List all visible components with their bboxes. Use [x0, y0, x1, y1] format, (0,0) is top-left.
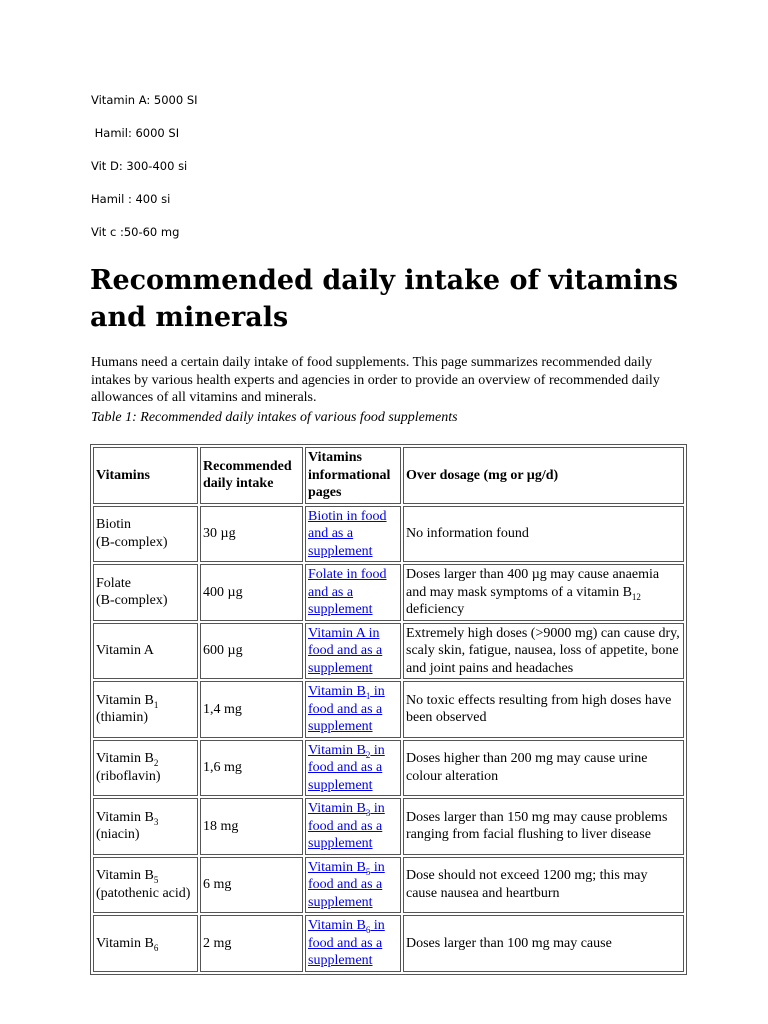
vitamin-note: (patothenic acid)	[96, 885, 191, 901]
vitamin-subscript: 5	[153, 875, 159, 886]
info-cell	[305, 564, 401, 621]
intake-cell: 2 mg	[200, 915, 303, 972]
overdose-cell: Doses larger than 150 mg may cause problems ranging from facial flushing to liver disease	[403, 798, 684, 855]
overdose-text-tail: deficiency	[406, 602, 465, 617]
vitamin-subscript: 2	[153, 758, 159, 769]
intake-cell: 400 µg	[200, 564, 303, 621]
vitamin-name: Vitamin B	[96, 692, 154, 708]
vitamin-info-link[interactable]: Folate in food and as a supplement	[308, 567, 387, 617]
info-cell	[305, 681, 401, 738]
vitamin-cell	[93, 915, 198, 972]
vitamin-note: (niacin)	[96, 827, 140, 843]
vitamin-note: (thiamin)	[96, 710, 149, 726]
intake-cell: 30 µg	[200, 506, 303, 563]
column-header: Vitamins	[93, 447, 198, 504]
info-cell	[305, 915, 401, 972]
table-row	[93, 506, 684, 563]
info-cell	[305, 857, 401, 914]
table-viewport	[90, 444, 687, 968]
info-cell	[305, 798, 401, 855]
table-row	[93, 798, 684, 855]
vitamin-note: (riboflavin)	[96, 768, 161, 784]
vitamin-info-link[interactable]	[308, 801, 385, 851]
table-caption: Table 1: Recommended daily intakes of various food supplements	[91, 410, 458, 425]
vitamin-name: Folate	[96, 575, 131, 591]
table-row	[93, 681, 684, 738]
note-line: Vit D: 300-400 si	[91, 159, 188, 173]
dosage-notes	[91, 92, 198, 257]
link-text-tail: in food and as a supplement	[308, 801, 385, 851]
column-header: Over dosage (mg or µg/d)	[403, 447, 684, 504]
note-line: Hamil: 6000 SI	[91, 126, 180, 140]
link-text: Vitamin B	[308, 859, 366, 875]
column-header: Vitamins informational pages	[305, 447, 401, 504]
note-line: Hamil : 400 si	[91, 192, 171, 206]
note-line: Vitamin A: 5000 SI	[91, 93, 198, 107]
intro-paragraph: Humans need a certain daily intake of food supplements. This page summarizes recommended daily intakes by various health experts and agencies in order to provide an overview of recommended daily allowances of all vitamins and minerals.	[91, 355, 660, 405]
vitamin-info-link[interactable]	[308, 684, 385, 734]
info-cell	[305, 740, 401, 797]
overdose-cell: Dose should not exceed 1200 mg; this may cause nausea and heartburn	[403, 857, 684, 914]
table-row	[93, 564, 684, 621]
vitamin-cell	[93, 857, 198, 914]
link-subscript: 5	[365, 866, 371, 877]
link-text: Vitamin B	[308, 918, 366, 933]
intake-cell: 1,6 mg	[200, 740, 303, 797]
link-text-tail: in food and as a supplement	[308, 742, 385, 793]
vitamin-name: Biotin	[96, 517, 132, 533]
vitamin-info-link[interactable]: Vitamin A in food and as a supplement	[308, 625, 383, 676]
vitamin-name: Vitamin B	[96, 935, 154, 951]
note-line: Vit c :50-60 mg	[91, 225, 180, 239]
vitamin-subscript: 1	[153, 699, 159, 710]
overdose-cell: No toxic effects resulting from high doses have been observed	[403, 681, 684, 738]
overdose-cell: No information found	[403, 506, 684, 563]
vitamin-cell	[93, 623, 198, 680]
overdose-cell: Doses larger than 100 mg may cause	[403, 915, 684, 972]
vitamin-name: Vitamin A	[96, 643, 154, 658]
link-text: Vitamin B	[308, 742, 366, 758]
vitamin-cell	[93, 798, 198, 855]
table-row	[93, 623, 684, 680]
page-title: Recommended daily intake of vitamins and minerals	[90, 265, 679, 333]
vitamin-info-link[interactable]	[308, 860, 385, 910]
vitamin-subscript: 3	[153, 816, 159, 827]
link-subscript: 3	[365, 807, 371, 818]
vitamin-note: (B-complex)	[96, 593, 168, 609]
vitamin-info-link[interactable]	[308, 918, 385, 968]
vitamin-name: Vitamin B	[96, 868, 154, 884]
overdose-cell: Extremely high doses (>9000 mg) can cause dry, scaly skin, fatigue, nausea, loss of appetite, bone and joint pains and headaches	[403, 623, 684, 680]
vitamin-info-link[interactable]	[308, 743, 385, 793]
vitamin-cell	[93, 681, 198, 738]
table-row	[93, 740, 684, 797]
intake-cell: 1,4 mg	[200, 681, 303, 738]
link-subscript: 1	[365, 690, 371, 701]
info-cell	[305, 506, 401, 563]
link-text-tail: in food and as a supplement	[308, 918, 385, 968]
link-text: Vitamin B	[308, 801, 366, 816]
column-header: Recommended daily intake	[200, 447, 303, 504]
link-subscript: 6	[365, 924, 371, 935]
intake-table	[90, 444, 687, 975]
vitamin-info-link[interactable]: Biotin in food and as a supplement	[308, 508, 387, 559]
overdose-subscript: 12	[631, 591, 641, 602]
vitamin-note: (B-complex)	[96, 534, 168, 550]
intake-cell: 18 mg	[200, 798, 303, 855]
vitamin-name: Vitamin B	[96, 751, 154, 767]
table-row	[93, 915, 684, 972]
vitamin-subscript: 6	[153, 942, 159, 953]
vitamin-cell	[93, 564, 198, 621]
intake-cell: 6 mg	[200, 857, 303, 914]
link-subscript: 2	[365, 749, 371, 760]
table-header-row	[93, 447, 684, 504]
table-row	[93, 857, 684, 914]
link-text-tail: in food and as a supplement	[308, 684, 385, 734]
overdose-text: Doses larger than 400 µg may cause anaemia and may mask symptoms of a vitamin B	[406, 567, 660, 600]
info-cell	[305, 623, 401, 680]
intake-cell: 600 µg	[200, 623, 303, 680]
overdose-cell: Doses higher than 200 mg may cause urine colour alteration	[403, 740, 684, 797]
vitamin-cell	[93, 506, 198, 563]
vitamin-cell	[93, 740, 198, 797]
vitamin-name: Vitamin B	[96, 809, 154, 825]
link-text-tail: in food and as a supplement	[308, 859, 385, 910]
overdose-cell	[403, 564, 684, 621]
link-text: Vitamin B	[308, 684, 366, 699]
